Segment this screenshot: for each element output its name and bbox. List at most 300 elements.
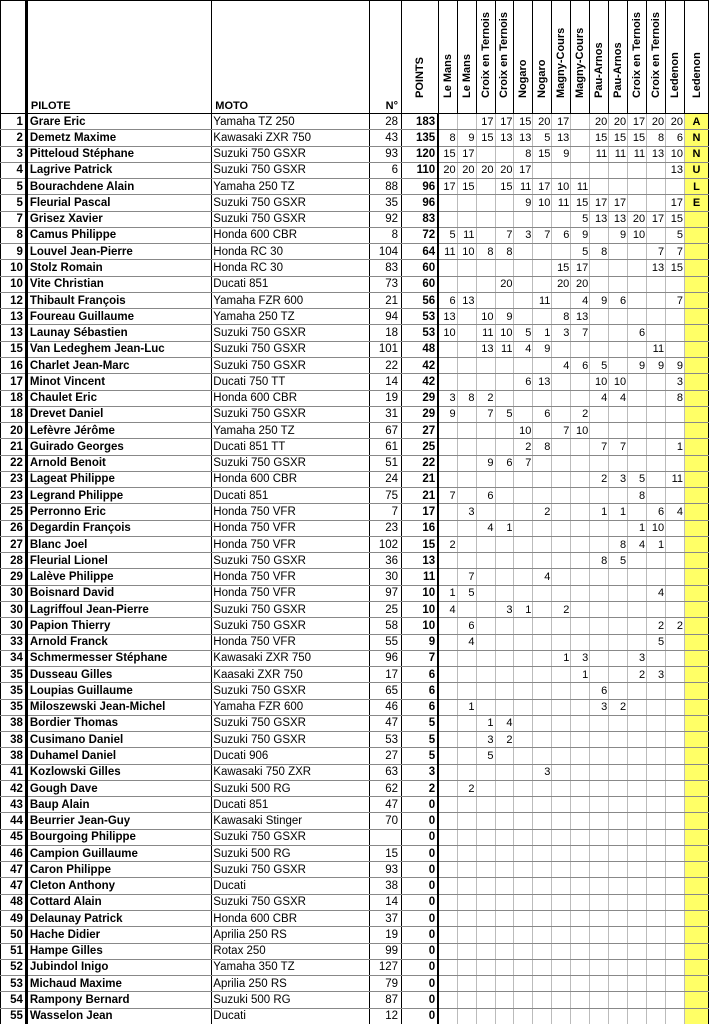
race-points-cell [590, 455, 609, 471]
race-points-cell [476, 878, 495, 894]
bike-number-cell: 47 [369, 797, 401, 813]
race-points-cell: 10 [495, 325, 514, 341]
race-points-cell: 4 [666, 504, 685, 520]
race-points-cell [628, 943, 647, 959]
race-points-cell: 7 [438, 488, 457, 504]
race-points-cell [609, 357, 628, 373]
race-points-cell: 3 [438, 390, 457, 406]
race-points-cell [628, 1008, 647, 1024]
race-points-cell [666, 927, 685, 943]
race-header [628, 1, 647, 114]
race-points-cell [666, 764, 685, 780]
moto-cell: Kawasaki ZXR 750 [212, 130, 369, 146]
race-points-cell [571, 1008, 590, 1024]
race-points-cell: 3 [495, 601, 514, 617]
race-points-cell: 8 [666, 390, 685, 406]
pilot-name-cell: Vite Christian [26, 276, 211, 292]
race-points-cell [438, 423, 457, 439]
race-points-cell [647, 829, 666, 845]
bike-number-cell: 55 [369, 634, 401, 650]
number-header: N° [369, 1, 401, 114]
race-header-label: Nogaro [517, 59, 530, 98]
race-points-cell [495, 471, 514, 487]
race-points-cell [457, 309, 476, 325]
race-points-cell [647, 569, 666, 585]
bike-number-cell: 93 [369, 146, 401, 162]
race-points-cell [666, 862, 685, 878]
race-points-cell [647, 878, 666, 894]
race-points-cell [495, 764, 514, 780]
bike-number-cell: 97 [369, 585, 401, 601]
race-points-cell: 15 [533, 146, 552, 162]
rank-cell: 22 [1, 455, 27, 471]
table-row [1, 341, 709, 357]
rank-cell: 25 [1, 504, 27, 520]
pilot-name-cell: Lagrive Patrick [26, 162, 211, 178]
race-points-cell: 9 [590, 292, 609, 308]
race-points-cell [590, 227, 609, 243]
race-header-label: Ledenon [669, 52, 682, 98]
cancelled-race-cell [685, 683, 709, 699]
race-points-cell: 13 [590, 211, 609, 227]
race-points-cell [609, 618, 628, 634]
table-row [1, 423, 709, 439]
race-header [533, 1, 552, 114]
race-points-cell [590, 667, 609, 683]
race-points-cell [571, 130, 590, 146]
table-row [1, 114, 709, 130]
race-points-cell: 8 [647, 130, 666, 146]
race-points-cell: 8 [609, 536, 628, 552]
race-points-cell [666, 406, 685, 422]
cancelled-race-cell [685, 927, 709, 943]
race-points-cell: 8 [476, 244, 495, 260]
points-cell: 0 [402, 894, 439, 910]
moto-cell: Ducati 851 [212, 488, 369, 504]
race-points-cell: 13 [609, 211, 628, 227]
race-points-cell [647, 845, 666, 861]
table-row [1, 553, 709, 569]
race-points-cell [514, 829, 533, 845]
cancelled-race-cell [685, 260, 709, 276]
rank-cell: 7 [1, 211, 27, 227]
race-points-cell [609, 992, 628, 1008]
race-points-cell [628, 260, 647, 276]
race-points-cell: 11 [533, 292, 552, 308]
cancelled-race-cell [685, 959, 709, 975]
race-points-cell [590, 845, 609, 861]
race-points-cell [438, 114, 457, 130]
race-points-cell: 9 [457, 130, 476, 146]
race-points-cell: 3 [647, 667, 666, 683]
race-points-cell [590, 341, 609, 357]
race-points-cell [609, 748, 628, 764]
table-row [1, 715, 709, 731]
race-points-cell [647, 227, 666, 243]
race-points-cell [514, 911, 533, 927]
race-points-cell [495, 260, 514, 276]
race-points-cell [457, 927, 476, 943]
race-points-cell [628, 845, 647, 861]
rank-cell: 28 [1, 553, 27, 569]
bike-number-cell: 61 [369, 439, 401, 455]
race-points-cell [438, 748, 457, 764]
race-points-cell [457, 357, 476, 373]
rank-cell: 35 [1, 667, 27, 683]
race-points-cell: 17 [647, 211, 666, 227]
moto-cell: Honda RC 30 [212, 260, 369, 276]
points-cell: 0 [402, 813, 439, 829]
rank-cell: 27 [1, 536, 27, 552]
race-points-cell: 7 [552, 423, 571, 439]
race-points-cell [514, 959, 533, 975]
bike-number-cell: 101 [369, 341, 401, 357]
bike-number-cell: 127 [369, 959, 401, 975]
cancelled-race-cell: A [685, 114, 709, 130]
race-points-cell: 20 [476, 162, 495, 178]
header-row [1, 1, 709, 114]
race-points-cell [628, 797, 647, 813]
bike-number-cell: 28 [369, 114, 401, 130]
race-points-cell [590, 878, 609, 894]
race-points-cell: 13 [647, 260, 666, 276]
race-points-cell: 4 [628, 536, 647, 552]
race-points-cell: 10 [571, 423, 590, 439]
race-points-cell [457, 878, 476, 894]
race-points-cell: 7 [590, 439, 609, 455]
race-points-cell [647, 699, 666, 715]
race-points-cell [552, 536, 571, 552]
race-points-cell [609, 927, 628, 943]
rank-cell: 18 [1, 390, 27, 406]
race-points-cell [628, 715, 647, 731]
race-points-cell [647, 780, 666, 796]
moto-cell: Honda 600 CBR [212, 471, 369, 487]
points-header [402, 1, 439, 114]
rank-cell: 5 [1, 179, 27, 195]
points-cell: 96 [402, 195, 439, 211]
cancelled-race-cell [685, 374, 709, 390]
race-points-cell [438, 813, 457, 829]
race-header-label: Le Mans [460, 53, 473, 98]
race-points-cell [590, 780, 609, 796]
race-points-cell: 8 [533, 439, 552, 455]
race-points-cell [609, 406, 628, 422]
race-points-cell [647, 423, 666, 439]
race-points-cell [476, 699, 495, 715]
race-header-label: Le Mans [441, 53, 454, 98]
race-points-cell: 5 [533, 130, 552, 146]
race-points-cell: 7 [457, 569, 476, 585]
race-points-cell [571, 764, 590, 780]
rank-cell: 38 [1, 748, 27, 764]
race-points-cell [609, 878, 628, 894]
pilot-name-cell: Thibault François [26, 292, 211, 308]
race-points-cell [552, 569, 571, 585]
race-points-cell: 17 [609, 195, 628, 211]
points-cell: 22 [402, 455, 439, 471]
cancelled-race-cell [685, 423, 709, 439]
race-points-cell [647, 959, 666, 975]
race-points-cell [552, 488, 571, 504]
table-row [1, 992, 709, 1008]
race-points-cell [571, 471, 590, 487]
moto-cell: Suzuki 750 GSXR [212, 341, 369, 357]
race-points-cell: 13 [666, 162, 685, 178]
race-points-cell [590, 601, 609, 617]
table-row [1, 179, 709, 195]
points-cell: 10 [402, 585, 439, 601]
race-points-cell: 5 [514, 325, 533, 341]
race-points-cell: 5 [476, 748, 495, 764]
rank-cell: 10 [1, 260, 27, 276]
cancelled-race-cell [685, 357, 709, 373]
race-points-cell [552, 634, 571, 650]
race-points-cell [590, 992, 609, 1008]
rank-cell: 3 [1, 146, 27, 162]
race-points-cell [476, 292, 495, 308]
race-points-cell [476, 276, 495, 292]
race-points-cell [514, 894, 533, 910]
race-points-cell [533, 878, 552, 894]
race-points-cell [438, 699, 457, 715]
race-points-cell [457, 211, 476, 227]
cancelled-race-cell [685, 488, 709, 504]
race-points-cell: 4 [590, 390, 609, 406]
race-points-cell [590, 276, 609, 292]
race-points-cell: 4 [495, 715, 514, 731]
race-points-cell: 13 [514, 130, 533, 146]
race-points-cell: 11 [647, 341, 666, 357]
race-points-cell [533, 162, 552, 178]
table-row [1, 959, 709, 975]
rank-cell: 13 [1, 309, 27, 325]
moto-cell: Yamaha 250 TZ [212, 179, 369, 195]
race-points-cell [571, 797, 590, 813]
race-points-cell: 1 [628, 520, 647, 536]
rank-cell: 38 [1, 732, 27, 748]
race-points-cell [457, 260, 476, 276]
race-points-cell [495, 634, 514, 650]
race-points-cell [590, 829, 609, 845]
race-points-cell [628, 195, 647, 211]
race-points-cell [552, 439, 571, 455]
race-points-cell: 3 [457, 504, 476, 520]
race-points-cell: 15 [476, 130, 495, 146]
race-points-cell [552, 504, 571, 520]
race-points-cell [609, 780, 628, 796]
race-points-cell [457, 520, 476, 536]
bike-number-cell: 93 [369, 862, 401, 878]
race-points-cell [571, 732, 590, 748]
race-points-cell: 7 [666, 292, 685, 308]
cancelled-race-cell [685, 992, 709, 1008]
points-cell: 2 [402, 780, 439, 796]
race-points-cell [438, 911, 457, 927]
race-points-cell [609, 683, 628, 699]
bike-number-cell: 88 [369, 179, 401, 195]
race-points-cell [495, 488, 514, 504]
pilot-name-cell: Loupias Guillaume [26, 683, 211, 699]
race-points-cell: 15 [495, 179, 514, 195]
race-points-cell: 11 [495, 341, 514, 357]
pilot-name-cell: Duhamel Daniel [26, 748, 211, 764]
rank-cell: 20 [1, 423, 27, 439]
race-points-cell [571, 845, 590, 861]
moto-cell: Suzuki 750 GSXR [212, 195, 369, 211]
race-points-cell [438, 553, 457, 569]
race-points-cell [552, 715, 571, 731]
race-points-cell [514, 390, 533, 406]
race-points-cell [514, 732, 533, 748]
race-points-cell: 6 [457, 618, 476, 634]
race-points-cell [495, 862, 514, 878]
rank-cell: 33 [1, 634, 27, 650]
pilot-name-cell: Stolz Romain [26, 260, 211, 276]
rank-cell: 35 [1, 683, 27, 699]
rank-cell: 17 [1, 374, 27, 390]
points-header-label: POINTS [413, 57, 426, 98]
race-header-label: Pau-Arnos [612, 42, 625, 98]
race-points-cell [514, 813, 533, 829]
race-points-cell [552, 878, 571, 894]
race-points-cell [438, 976, 457, 992]
race-points-cell [457, 471, 476, 487]
race-points-cell [514, 292, 533, 308]
race-points-cell [609, 520, 628, 536]
points-cell: 42 [402, 357, 439, 373]
race-points-cell: 9 [628, 357, 647, 373]
rank-cell: 54 [1, 992, 27, 1008]
race-points-cell [552, 797, 571, 813]
bike-number-cell: 58 [369, 618, 401, 634]
race-points-cell [457, 536, 476, 552]
race-points-cell: 10 [457, 244, 476, 260]
race-points-cell [590, 732, 609, 748]
race-points-cell [457, 732, 476, 748]
race-header-label: Pau-Arnos [593, 42, 606, 98]
race-points-cell [476, 634, 495, 650]
race-points-cell [609, 976, 628, 992]
pilote-header: PILOTE [26, 1, 211, 114]
race-points-cell [438, 829, 457, 845]
race-points-cell [495, 683, 514, 699]
race-points-cell: 6 [571, 357, 590, 373]
points-cell: 0 [402, 927, 439, 943]
table-row [1, 439, 709, 455]
race-points-cell [628, 911, 647, 927]
race-points-cell: 1 [571, 667, 590, 683]
bike-number-cell: 92 [369, 211, 401, 227]
race-points-cell [476, 179, 495, 195]
race-points-cell: 10 [438, 325, 457, 341]
race-points-cell: 8 [590, 244, 609, 260]
race-points-cell [590, 569, 609, 585]
race-points-cell: 1 [476, 715, 495, 731]
race-points-cell [666, 943, 685, 959]
race-points-cell [533, 992, 552, 1008]
table-row [1, 618, 709, 634]
race-points-cell [571, 341, 590, 357]
race-points-cell [438, 732, 457, 748]
race-points-cell: 2 [438, 536, 457, 552]
moto-cell: Honda 600 CBR [212, 227, 369, 243]
race-points-cell [609, 309, 628, 325]
cancelled-race-cell [685, 520, 709, 536]
race-points-cell [533, 244, 552, 260]
race-points-cell: 20 [457, 162, 476, 178]
race-points-cell [628, 878, 647, 894]
bike-number-cell: 65 [369, 683, 401, 699]
race-points-cell [533, 699, 552, 715]
race-points-cell [533, 585, 552, 601]
cancelled-race-cell [685, 1008, 709, 1024]
race-points-cell [457, 195, 476, 211]
race-points-cell [628, 862, 647, 878]
table-row [1, 569, 709, 585]
rank-cell: 51 [1, 943, 27, 959]
race-points-cell [476, 862, 495, 878]
moto-cell: Yamaha 250 TZ [212, 309, 369, 325]
points-cell: 10 [402, 618, 439, 634]
race-points-cell [628, 162, 647, 178]
race-points-cell [438, 764, 457, 780]
race-points-cell [476, 569, 495, 585]
race-points-cell [495, 911, 514, 927]
race-points-cell [666, 959, 685, 975]
race-points-cell [647, 601, 666, 617]
race-points-cell: 7 [533, 227, 552, 243]
race-points-cell [590, 536, 609, 552]
cancelled-race-cell [685, 341, 709, 357]
pilot-name-cell: Charlet Jean-Marc [26, 357, 211, 373]
rank-cell: 5 [1, 195, 27, 211]
bike-number-cell: 87 [369, 992, 401, 1008]
rank-cell: 16 [1, 357, 27, 373]
race-points-cell: 20 [533, 114, 552, 130]
race-points-cell [476, 227, 495, 243]
race-points-cell [628, 309, 647, 325]
race-points-cell: 9 [552, 146, 571, 162]
pilot-name-cell: Papion Thierry [26, 618, 211, 634]
rank-cell: 41 [1, 764, 27, 780]
moto-cell: Yamaha 250 TZ [212, 423, 369, 439]
race-points-cell [647, 390, 666, 406]
race-points-cell: 5 [495, 406, 514, 422]
table-row [1, 797, 709, 813]
cancelled-race-cell [685, 292, 709, 308]
pilot-name-cell: Demetz Maxime [26, 130, 211, 146]
race-points-cell [476, 439, 495, 455]
cancelled-race-cell [685, 439, 709, 455]
race-points-cell [476, 829, 495, 845]
race-points-cell [571, 894, 590, 910]
race-points-cell [552, 211, 571, 227]
race-points-cell: 5 [571, 211, 590, 227]
moto-cell: Honda 750 VFR [212, 504, 369, 520]
pilot-name-cell: Michaud Maxime [26, 976, 211, 992]
race-points-cell [552, 162, 571, 178]
cancelled-race-cell [685, 504, 709, 520]
race-points-cell [476, 1008, 495, 1024]
race-points-cell [533, 1008, 552, 1024]
race-points-cell: 1 [666, 439, 685, 455]
race-points-cell [552, 292, 571, 308]
race-points-cell [495, 667, 514, 683]
race-points-cell [495, 878, 514, 894]
race-points-cell [666, 992, 685, 1008]
race-points-cell [495, 569, 514, 585]
